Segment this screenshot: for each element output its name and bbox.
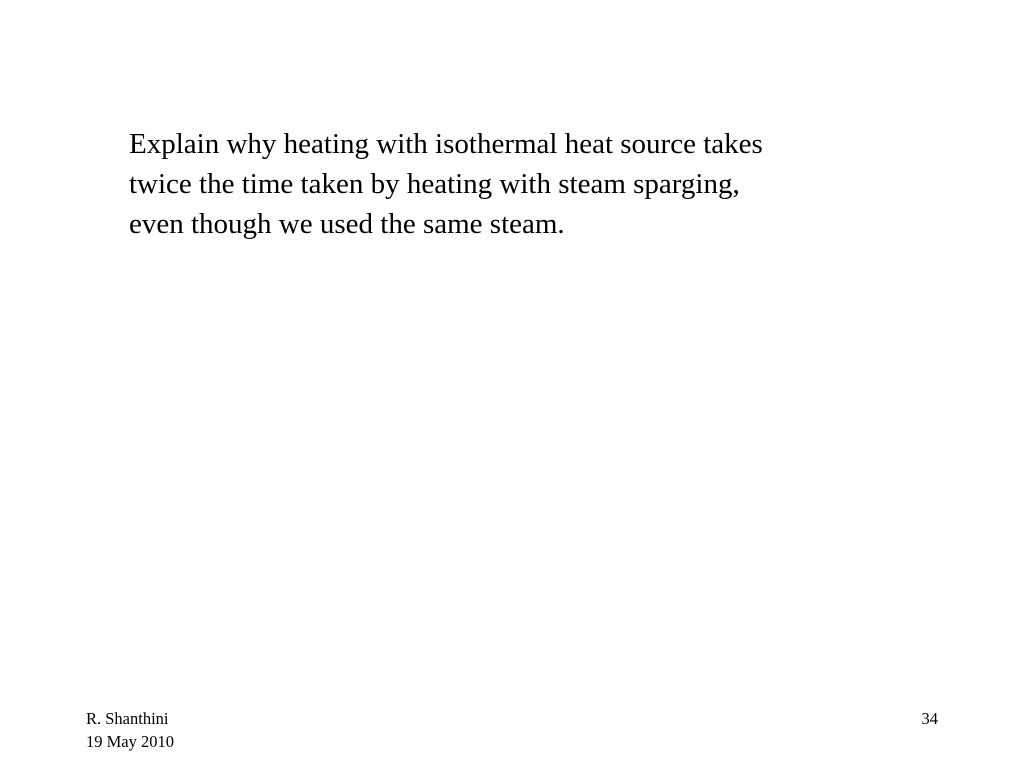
footer-author: R. Shanthini [86, 709, 169, 728]
body-line-2: twice the time taken by heating with steam sparging, [129, 168, 740, 200]
body-line-3: even though we used the same steam. [129, 208, 565, 240]
slide-number: 34 [921, 709, 938, 728]
footer-date: 19 May 2010 [86, 732, 174, 751]
body-line-1: Explain why heating with isothermal heat source takes [129, 128, 763, 160]
footer-author-date [86, 707, 174, 753]
slide-body-text [129, 124, 909, 244]
